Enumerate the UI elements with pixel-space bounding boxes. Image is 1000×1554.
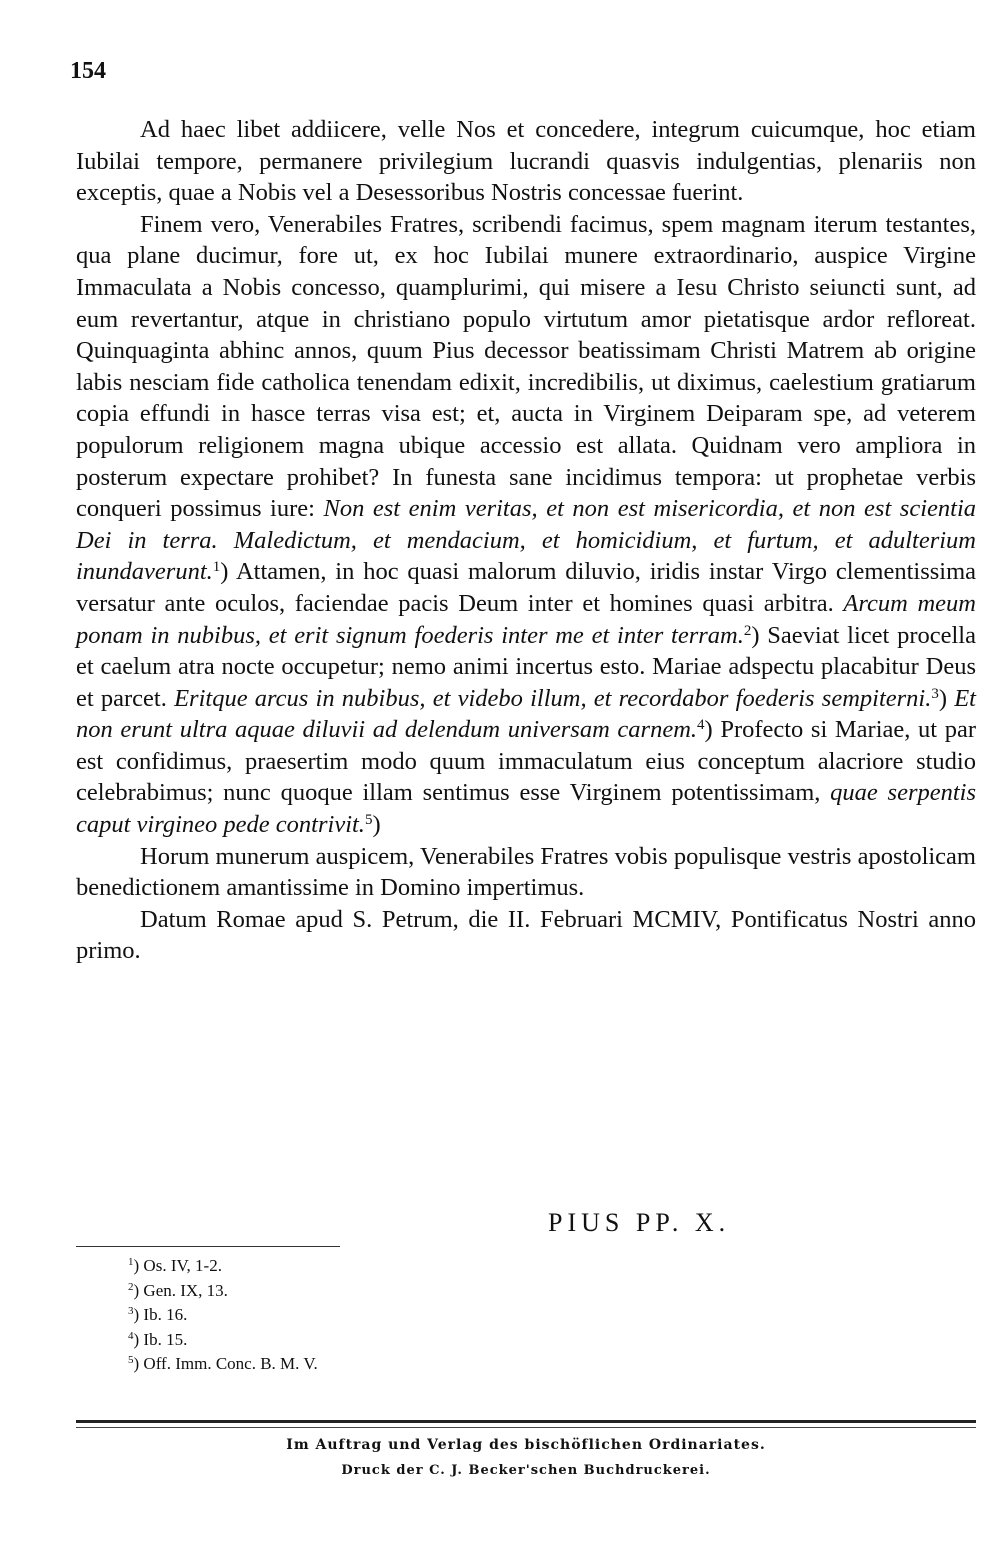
footnotes — [128, 1254, 318, 1377]
footnote-ref: 4 — [697, 717, 705, 734]
bottom-rule — [76, 1420, 976, 1423]
footnote-ref: 5 — [364, 812, 373, 829]
footnote: $^1$) Os. IV, 1-2. — [128, 1256, 222, 1275]
paragraph-dateline: Datum Romae apud S. Petrum, die II. Februari MCMIV, Pontificatus Nostri anno primo. — [76, 905, 976, 965]
text-segment: Saeviat licet procella et caelum atra nocte occupetur; nemo animi incertus esto. Mariae adspectu placabitur Deus et parcet. — [76, 621, 976, 712]
text-segment: Finem vero, Venerabiles Fratres, scribendi facimus, spem magnam iterum testantes, qua plane ducimur, fore ut, ex hoc Iubilai munere extraordinario, auspice Virgine Immaculata a Nobis concesso, quamplurimi, qui misere a Iesu Christo seiuncti sunt, ad eum revertantur, atque in christiano populo virtutum amor pietatisque ardor refloreat. Quinquaginta abhinc annos, quum Pius decessor beatissimam Christi Matrem ab origine labis nesciam fide catholica tenendam edixit, incredibilis, ut diximus, caelestium gratiarum copia effundi in hasce terras visa est; et, aucta in Virginem Deiparam spe, ad veterem populorum religionem magna ubique accessio est allata. Quidnam vero ampliora in posterum expectare prohibet? In funesta sane incidimus tempora: ut prophetae verbis conqueri possimus iure: — [76, 210, 976, 523]
footnote: $^2$) Gen. IX, 13. — [128, 1280, 228, 1300]
body-text — [76, 114, 976, 967]
signature: PIUS PP. X. — [548, 1208, 731, 1237]
text-segment: Profecto si Mariae, ut par est confidimus, praesertim modo quum immaculatum eius conceptum alacriore studio celebrabimus; nunc quoque illam sentimus esse Virginem potentissimam, — [76, 716, 976, 807]
scripture-quote: Non est enim veritas, et non est misericordia, et non est scientia Dei in terra. Maledictum, et mendacium, et homicidium, et furtum, et adulterium inundaverunt. — [76, 495, 977, 586]
footnote-ref: 2 — [743, 622, 752, 639]
bottom-rule — [76, 1427, 976, 1428]
text-segment: Attamen, in hoc quasi malorum diluvio, iridis instar Virgo clementissima versatur ante oculos, faciendae pacis Deum inter et homines quasi arbitra. — [76, 558, 977, 617]
scripture-quote: Et non erunt ultra aquae diluvii ad delendum universam carnem. — [76, 684, 976, 744]
footnote-divider — [76, 1246, 340, 1247]
footnote: $^3$) Ib. 16. — [128, 1305, 188, 1324]
imprint-publisher: Im Auftrag und Verlag des bischöflichen Ordinariates. — [286, 1437, 766, 1453]
scripture-quote: Arcum meum ponam in nubibus, et erit signum foederis inter me et inter terram. — [76, 589, 976, 649]
scripture-quote: Eritque arcus in nubibus, et videbo illum, et recordabor foederis sempiterni. — [174, 684, 932, 712]
footnote-ref: 3 — [931, 685, 939, 702]
page-number: 154 — [70, 58, 106, 84]
paragraph-benediction: Horum munerum auspicem, Venerabiles Fratres vobis populisque vestris apostolicam benedictionem amantissime in Domino impertimus. — [76, 842, 976, 902]
imprint-printer: Druck der C. J. Becker'schen Buchdruckerei. — [341, 1463, 711, 1478]
footnote: $^4$) Ib. 15. — [128, 1329, 188, 1349]
footnote-ref: 1 — [212, 559, 221, 576]
scripture-quote: quae serpentis caput virgineo pede contrivit. — [76, 779, 976, 839]
paragraph-conclusion: Finem vero, Venerabiles Fratres, scribendi facimus, spem magnam iterum testantes, qua plane ducimur, fore ut, ex hoc Iubilai munere extraordinario, auspice Virgine Immaculata a Nobis concesso, quamplurimi, qui misere a Iesu Christo seiuncti sunt, ad eum revertantur, atque in christiano populo virtutum amor pietatisque ardor refloreat. Quinquaginta abhinc annos, quum Pius decessor beatissimam Christi Matrem ab origine labis nesciam fide catholica tenendam edixit, incredibilis, ut diximus, caelestium gratiarum copia effundi in hasce terras visa est; et, aucta in Virginem Deiparam spe, ad veterem populorum religionem magna ubique accessio est allata. Quidnam vero ampliora in posterum expectare prohibet? In funesta sane incidimus tempora: ut prophetae verbis conqueri possimus iure: Non est enim veritas, et non est misericordia, et non est scientia Dei in terra. Maledictum, et mendacium, et homicidium, et furtum, et adulterium inundaverunt.$^1$) Attamen, in hoc quasi malorum diluvio, iridis instar Virgo clementissima versatur ante oculos, faciendae pacis Deum inter et homines quasi arbitra. Arcum meum ponam in nubibus, et erit signum foederis inter me et inter terram.$^2$) Saeviat licet procella et caelum atra nocte occupetur; nemo animi incertus esto. Mariae adspectu placabitur Deus et parcet. Eritque arcus in nubibus, et videbo illum, et recordabor foederis sempiterni.$^3$) Et non erunt ultra aquae diluvii ad delendum universam carnem.$^4$) Profecto si Mariae, ut par est confidimus, praesertim modo quum immaculatum eius conceptum alacriore studio celebrabimus; nunc quoque illam sentimus esse Virginem potentissimam, quae serpentis caput virgineo pede contrivit.$^5$) — [76, 210, 977, 839]
footnote: $^5$) Off. Imm. Conc. B. M. V. — [128, 1354, 318, 1373]
paragraph-privilege: Ad haec libet addiicere, velle Nos et concedere, integrum cuicumque, hoc etiam Iubilai tempore, permanere privilegium lucrandi quasvis indulgentias, plenariis non exceptis, quae a Nobis vel a Desessoribus Nostris concessae fuerint. — [76, 116, 976, 207]
